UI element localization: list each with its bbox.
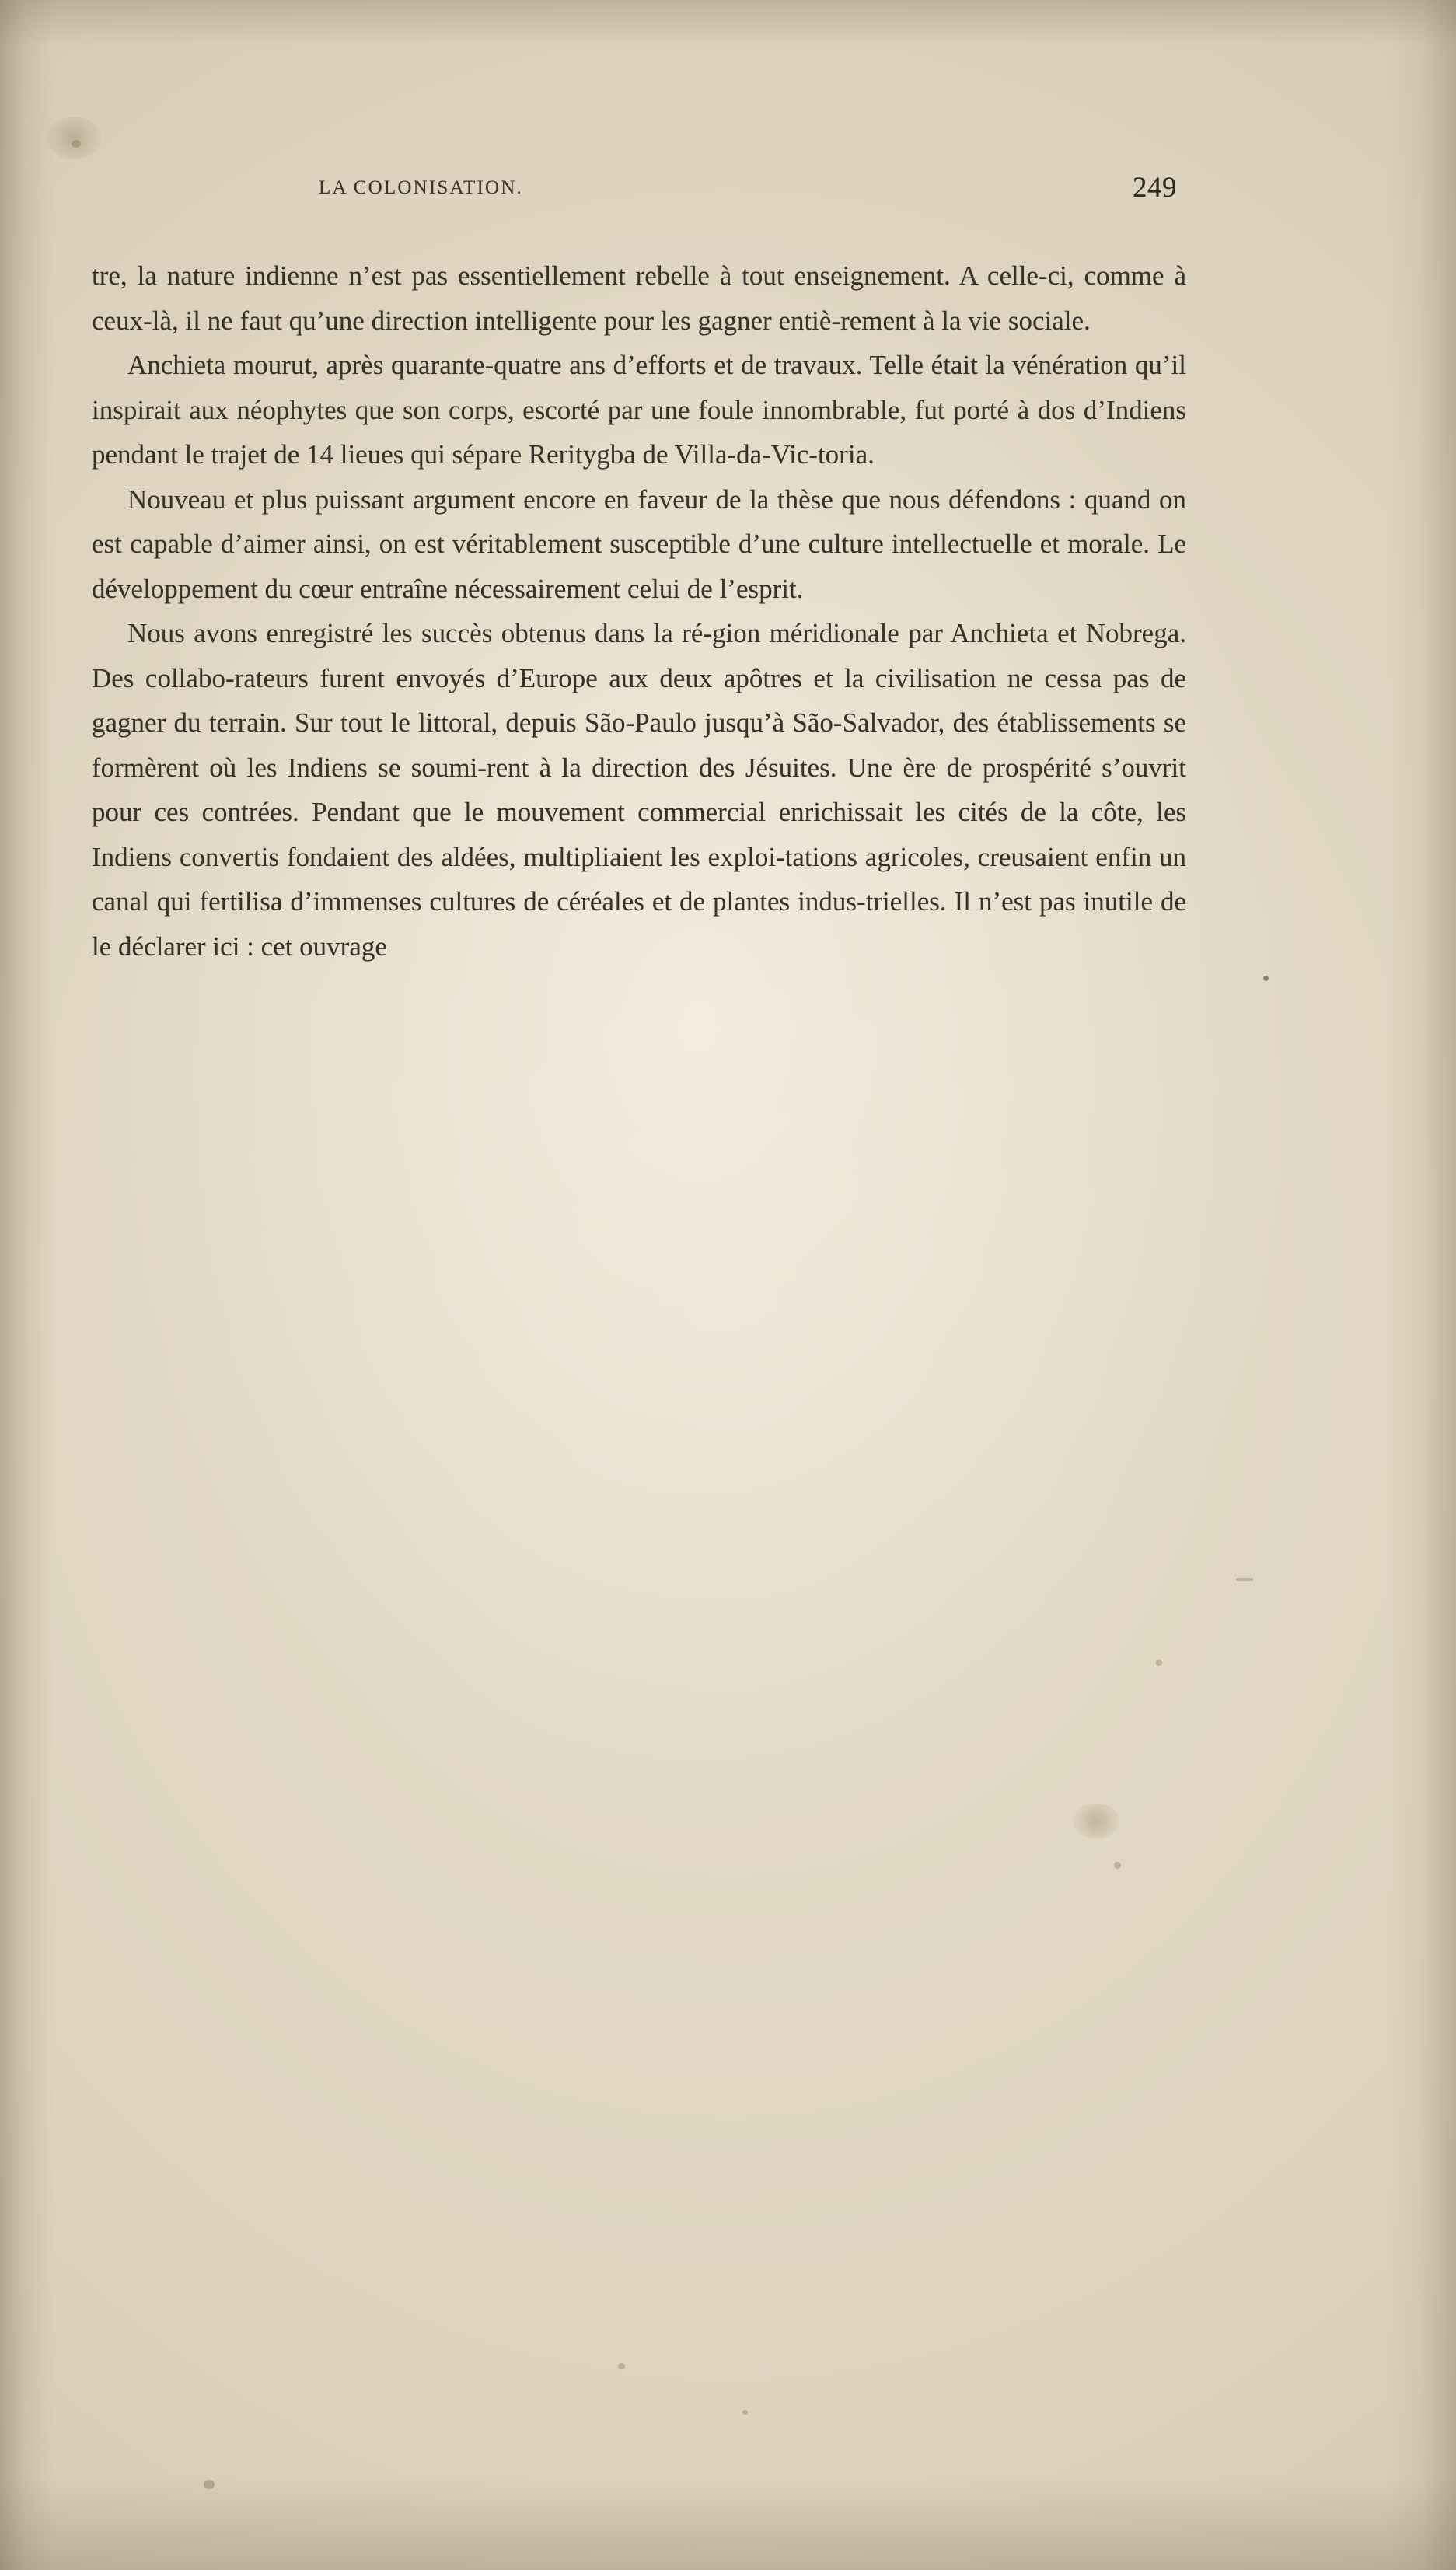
paper-speck xyxy=(742,2410,748,2415)
running-head-title: LA COLONISATION. xyxy=(319,177,523,198)
paper-stain xyxy=(1073,1804,1119,1838)
paper-speck xyxy=(72,140,81,148)
page-bottom-shadow xyxy=(0,2477,1456,2570)
paragraph: tre, la nature indienne n’est pas essentiellement rebelle à tout enseignement. A celle-ci, comme à ceux-là, il ne faut qu’une direction intelligente pour les gagner entiè-rement à la vie sociale. xyxy=(92,260,1186,336)
paragraph: Nous avons enregistré les succès obtenus dans la ré-gion méridionale par Anchieta et Nobrega. Des collabo-rateurs furent envoyés d’Europe aux deux apôtres et la civilisation ne cessa pas de gagner du terrain. Sur tout le littoral, depuis São-Paulo jusqu’à São-Salvador, des établissements se formèrent où les Indiens se soumi-rent à la direction des Jésuites. Une ère de prospérité s’ouvrit pour ces contrées. Pendant que le mouvement commercial enrichissait les cités de la côte, les Indiens convertis fondaient des aldées, multipliaient les exploi-tations agricoles, creusaient enfin un canal qui fertilisa d’immenses cultures de céréales et de plantes indus-trielles. Il n’est pas inutile de le déclarer ici : cet ouvrage xyxy=(92,618,1186,962)
page-top-shadow xyxy=(0,0,1456,47)
paper-speck xyxy=(1114,1862,1121,1869)
page-text-block xyxy=(92,172,1186,969)
paper-speck xyxy=(618,2363,625,2369)
page-left-shadow xyxy=(0,0,54,2570)
running-head xyxy=(92,172,1186,218)
paper-speck xyxy=(1156,1660,1162,1666)
paragraph: Nouveau et plus puissant argument encore en faveur de la thèse que nous défendons : quand on est capable d’aimer ainsi, on est véritablement susceptible d’une culture intellectuelle et morale. Le développement du cœur entraîne nécessairement celui de l’esprit. xyxy=(92,484,1186,604)
margin-ink-dot xyxy=(1263,976,1269,981)
page-right-shadow xyxy=(1386,0,1456,2570)
margin-ink-dash xyxy=(1236,1578,1253,1581)
paragraph: Anchieta mourut, après quarante-quatre ans d’efforts et de travaux. Telle était la vénération qu’il inspirait aux néophytes que son corps, escorté par une foule innombrable, fut porté à dos d’Indiens pendant le trajet de 14 lieues qui sépare Reritygba de Villa-da-Vic-toria. xyxy=(92,350,1186,470)
paper-speck xyxy=(204,2480,215,2489)
paper-stain xyxy=(47,117,101,159)
page-number: 249 xyxy=(1133,172,1177,204)
